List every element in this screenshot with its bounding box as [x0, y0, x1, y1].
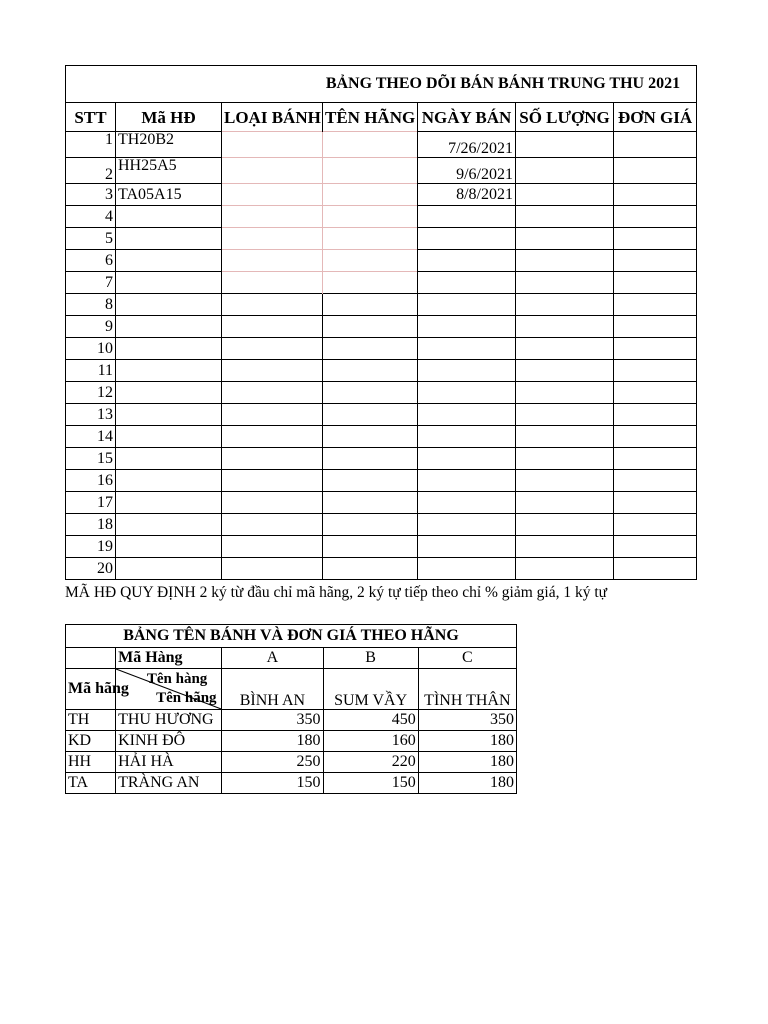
- cell-ngay-ban[interactable]: [418, 228, 516, 250]
- cell-ngay-ban[interactable]: 8/8/2021: [418, 184, 516, 206]
- cell-so-luong[interactable]: [516, 492, 614, 514]
- cake-price-lookup-table: [65, 624, 517, 794]
- cell-don-gia[interactable]: [614, 294, 697, 316]
- cell-so-luong[interactable]: [516, 360, 614, 382]
- cell-so-luong[interactable]: [516, 158, 614, 184]
- cell-stt[interactable]: 11: [66, 360, 116, 382]
- sales-row: [66, 492, 697, 514]
- cell-so-luong[interactable]: [516, 294, 614, 316]
- cell-ngay-ban[interactable]: [418, 536, 516, 558]
- cell-ngay-ban[interactable]: [418, 382, 516, 404]
- brand-name: KINH ĐÔ: [116, 731, 222, 752]
- cell-loai-banh[interactable]: [222, 316, 323, 338]
- lookup-row: [66, 773, 517, 794]
- sales-row: [66, 536, 697, 558]
- cell-ma-hd[interactable]: TA05A15: [116, 184, 222, 206]
- lookup-row: [66, 710, 517, 731]
- cell-ma-hd[interactable]: [116, 492, 222, 514]
- cell-loai-banh[interactable]: [222, 294, 323, 316]
- cell-so-luong[interactable]: [516, 470, 614, 492]
- cell-ngay-ban[interactable]: [418, 514, 516, 536]
- cell-so-luong[interactable]: [516, 250, 614, 272]
- cell-ten-hang[interactable]: [323, 228, 418, 250]
- cell-ngay-ban[interactable]: [418, 250, 516, 272]
- cell-stt[interactable]: 4: [66, 206, 116, 228]
- cell-ten-hang[interactable]: [323, 558, 418, 580]
- header-loai-banh: LOẠI BÁNH: [222, 103, 323, 132]
- brand-code: HH: [66, 752, 116, 773]
- cell-loai-banh[interactable]: [222, 426, 323, 448]
- sales-row: [66, 338, 697, 360]
- sales-row: [66, 294, 697, 316]
- cell-ngay-ban[interactable]: 7/26/2021: [418, 132, 516, 158]
- cell-stt[interactable]: 9: [66, 316, 116, 338]
- cell-ten-hang[interactable]: [323, 492, 418, 514]
- cell-ma-hd[interactable]: [116, 448, 222, 470]
- sales-row: [66, 184, 697, 206]
- cell-don-gia[interactable]: [614, 470, 697, 492]
- cell-ten-hang[interactable]: [323, 470, 418, 492]
- cell-stt[interactable]: 7: [66, 272, 116, 294]
- cell-so-luong[interactable]: [516, 228, 614, 250]
- brand-name: TRÀNG AN: [116, 773, 222, 794]
- cell-stt[interactable]: 10: [66, 338, 116, 360]
- cell-stt[interactable]: 6: [66, 250, 116, 272]
- cell-don-gia[interactable]: [614, 228, 697, 250]
- cell-stt[interactable]: 19: [66, 536, 116, 558]
- cell-don-gia[interactable]: [614, 158, 697, 184]
- cell-so-luong[interactable]: [516, 426, 614, 448]
- cell-stt[interactable]: 2: [66, 158, 116, 184]
- cell-ma-hd[interactable]: [116, 206, 222, 228]
- cell-don-gia[interactable]: [614, 536, 697, 558]
- cell-ma-hd[interactable]: [116, 536, 222, 558]
- lookup-row: [66, 731, 517, 752]
- cell-so-luong[interactable]: [516, 184, 614, 206]
- cell-ngay-ban[interactable]: [418, 206, 516, 228]
- cell-loai-banh[interactable]: [222, 338, 323, 360]
- price-b: 160: [323, 731, 418, 752]
- cell-ten-hang[interactable]: [323, 338, 418, 360]
- ma-hang-label: Mã Hàng: [116, 648, 222, 669]
- sales-row: [66, 132, 697, 158]
- cell-loai-banh[interactable]: [222, 492, 323, 514]
- cell-loai-banh[interactable]: [222, 514, 323, 536]
- lookup-row: [66, 752, 517, 773]
- cell-ngay-ban[interactable]: 9/6/2021: [418, 158, 516, 184]
- cell-ten-hang[interactable]: [323, 448, 418, 470]
- cell-ten-hang[interactable]: [323, 206, 418, 228]
- lookup-corner-empty: [66, 648, 116, 669]
- cell-don-gia[interactable]: [614, 360, 697, 382]
- cell-ma-hd[interactable]: [116, 514, 222, 536]
- sales-tracking-table: [65, 65, 697, 580]
- sales-row: [66, 272, 697, 294]
- cell-stt[interactable]: 8: [66, 294, 116, 316]
- cell-ma-hd[interactable]: [116, 404, 222, 426]
- price-a: 180: [222, 731, 323, 752]
- cell-so-luong[interactable]: [516, 272, 614, 294]
- main-header-row: [66, 103, 697, 132]
- price-a: 250: [222, 752, 323, 773]
- cell-stt[interactable]: 15: [66, 448, 116, 470]
- cell-stt[interactable]: 12: [66, 382, 116, 404]
- cell-ten-hang[interactable]: [323, 426, 418, 448]
- product-name-a: BÌNH AN: [222, 669, 323, 710]
- brand-code: KD: [66, 731, 116, 752]
- cell-ngay-ban[interactable]: [418, 470, 516, 492]
- cell-stt[interactable]: 3: [66, 184, 116, 206]
- cell-ngay-ban[interactable]: [418, 404, 516, 426]
- cell-loai-banh[interactable]: [222, 206, 323, 228]
- cell-ngay-ban[interactable]: [418, 492, 516, 514]
- cell-don-gia[interactable]: [614, 404, 697, 426]
- cell-don-gia[interactable]: [614, 184, 697, 206]
- cell-don-gia[interactable]: [614, 426, 697, 448]
- cell-ten-hang[interactable]: [323, 360, 418, 382]
- price-c: 350: [418, 710, 516, 731]
- cell-ten-hang[interactable]: [323, 294, 418, 316]
- lookup-title: BẢNG TÊN BÁNH VÀ ĐƠN GIÁ THEO HÃNG: [66, 625, 517, 648]
- header-ma-hd: Mã HĐ: [116, 103, 222, 132]
- cell-so-luong[interactable]: [516, 316, 614, 338]
- header-ten-hang: TÊN HÃNG: [323, 103, 418, 132]
- cell-ten-hang[interactable]: [323, 536, 418, 558]
- sales-row: [66, 404, 697, 426]
- brand-name: THU HƯƠNG: [116, 710, 222, 731]
- cell-ngay-ban[interactable]: [418, 316, 516, 338]
- cell-ten-hang[interactable]: [323, 250, 418, 272]
- sales-row: [66, 558, 697, 580]
- cell-don-gia[interactable]: [614, 338, 697, 360]
- cell-ma-hd[interactable]: [116, 294, 222, 316]
- diag-ten-hang-brand: Tên hãng: [156, 690, 217, 707]
- cell-don-gia[interactable]: [614, 492, 697, 514]
- sales-row: [66, 206, 697, 228]
- cell-ten-hang[interactable]: [323, 382, 418, 404]
- cell-so-luong[interactable]: [516, 536, 614, 558]
- cell-ngay-ban[interactable]: [418, 294, 516, 316]
- cell-so-luong[interactable]: [516, 338, 614, 360]
- cell-don-gia[interactable]: [614, 558, 697, 580]
- cell-stt[interactable]: 14: [66, 426, 116, 448]
- cell-don-gia[interactable]: [614, 382, 697, 404]
- cell-loai-banh[interactable]: [222, 558, 323, 580]
- cell-stt[interactable]: 5: [66, 228, 116, 250]
- cell-so-luong[interactable]: [516, 448, 614, 470]
- price-c: 180: [418, 773, 516, 794]
- cell-ma-hd[interactable]: [116, 228, 222, 250]
- sales-row: [66, 426, 697, 448]
- price-b: 220: [323, 752, 418, 773]
- price-b: 150: [323, 773, 418, 794]
- price-a: 150: [222, 773, 323, 794]
- cell-stt[interactable]: 17: [66, 492, 116, 514]
- cell-ten-hang[interactable]: [323, 404, 418, 426]
- brand-code: TH: [66, 710, 116, 731]
- brand-name: HẢI HÀ: [116, 752, 222, 773]
- cell-loai-banh[interactable]: [222, 382, 323, 404]
- cell-ten-hang[interactable]: [323, 514, 418, 536]
- header-ngay-ban: NGÀY BÁN: [418, 103, 516, 132]
- sales-row: [66, 250, 697, 272]
- ma-hd-rule-note: MÃ HĐ QUY ĐỊNH 2 ký từ đầu chỉ mã hãng, 2 ký tự tiếp theo chỉ % giảm giá, 1 ký tự: [65, 584, 608, 601]
- cell-loai-banh[interactable]: [222, 404, 323, 426]
- cell-ma-hd[interactable]: [116, 470, 222, 492]
- cell-don-gia[interactable]: [614, 206, 697, 228]
- cell-don-gia[interactable]: [614, 448, 697, 470]
- cell-loai-banh[interactable]: [222, 132, 323, 158]
- code-b: B: [323, 648, 418, 669]
- cell-loai-banh[interactable]: [222, 360, 323, 382]
- price-b: 450: [323, 710, 418, 731]
- cell-ten-hang[interactable]: [323, 184, 418, 206]
- cell-ma-hd[interactable]: [116, 338, 222, 360]
- sales-row: [66, 514, 697, 536]
- cell-ma-hd[interactable]: HH25A5: [116, 158, 222, 184]
- code-c: C: [418, 648, 516, 669]
- sales-row: [66, 158, 697, 184]
- cell-ma-hd[interactable]: [116, 316, 222, 338]
- cell-loai-banh[interactable]: [222, 184, 323, 206]
- cell-don-gia[interactable]: [614, 250, 697, 272]
- cell-ma-hd[interactable]: [116, 250, 222, 272]
- diagonal-header-cell: [116, 669, 222, 710]
- ma-hang-col-label: Mã hãng: [66, 669, 116, 710]
- brand-code: TA: [66, 773, 116, 794]
- cell-ma-hd[interactable]: [116, 426, 222, 448]
- cell-loai-banh[interactable]: [222, 228, 323, 250]
- header-stt: STT: [66, 103, 116, 132]
- cell-stt[interactable]: 18: [66, 514, 116, 536]
- cell-ma-hd[interactable]: [116, 272, 222, 294]
- cell-so-luong[interactable]: [516, 382, 614, 404]
- product-name-c: TÌNH THÂN: [418, 669, 516, 710]
- sales-row: [66, 360, 697, 382]
- cell-so-luong[interactable]: [516, 514, 614, 536]
- price-c: 180: [418, 731, 516, 752]
- sales-row: [66, 228, 697, 250]
- diag-ten-hang: Tên hàng: [146, 671, 208, 687]
- main-table-title: BẢNG THEO DÕI BÁN BÁNH TRUNG THU 2021: [66, 66, 697, 103]
- cell-don-gia[interactable]: [614, 272, 697, 294]
- header-don-gia: ĐƠN GIÁ: [614, 103, 697, 132]
- cell-ten-hang[interactable]: [323, 316, 418, 338]
- cell-don-gia[interactable]: [614, 132, 697, 158]
- cell-ma-hd[interactable]: [116, 558, 222, 580]
- cell-ten-hang[interactable]: [323, 132, 418, 158]
- cell-stt[interactable]: 16: [66, 470, 116, 492]
- cell-so-luong[interactable]: [516, 132, 614, 158]
- cell-so-luong[interactable]: [516, 206, 614, 228]
- product-name-b: SUM VẦY: [323, 669, 418, 710]
- cell-ngay-ban[interactable]: [418, 558, 516, 580]
- cell-stt[interactable]: 1: [66, 132, 116, 158]
- cell-loai-banh[interactable]: [222, 272, 323, 294]
- code-a: A: [222, 648, 323, 669]
- cell-stt[interactable]: 13: [66, 404, 116, 426]
- price-c: 180: [418, 752, 516, 773]
- sales-row: [66, 448, 697, 470]
- cell-ma-hd[interactable]: TH20B2: [116, 132, 222, 158]
- cell-ngay-ban[interactable]: [418, 272, 516, 294]
- cell-ma-hd[interactable]: [116, 360, 222, 382]
- cell-ngay-ban[interactable]: [418, 448, 516, 470]
- price-a: 350: [222, 710, 323, 731]
- cell-stt[interactable]: 20: [66, 558, 116, 580]
- cell-loai-banh[interactable]: [222, 158, 323, 184]
- cell-so-luong[interactable]: [516, 558, 614, 580]
- cell-ten-hang[interactable]: [323, 158, 418, 184]
- sales-row: [66, 382, 697, 404]
- cell-loai-banh[interactable]: [222, 470, 323, 492]
- header-so-luong: SỐ LƯỢNG: [516, 103, 614, 132]
- cell-ma-hd[interactable]: [116, 382, 222, 404]
- cell-loai-banh[interactable]: [222, 448, 323, 470]
- sales-row: [66, 316, 697, 338]
- cell-so-luong[interactable]: [516, 404, 614, 426]
- cell-ngay-ban[interactable]: [418, 360, 516, 382]
- cell-don-gia[interactable]: [614, 316, 697, 338]
- sales-row: [66, 470, 697, 492]
- cell-loai-banh[interactable]: [222, 250, 323, 272]
- cell-loai-banh[interactable]: [222, 536, 323, 558]
- cell-ten-hang[interactable]: [323, 272, 418, 294]
- cell-don-gia[interactable]: [614, 514, 697, 536]
- cell-ngay-ban[interactable]: [418, 426, 516, 448]
- cell-ngay-ban[interactable]: [418, 338, 516, 360]
